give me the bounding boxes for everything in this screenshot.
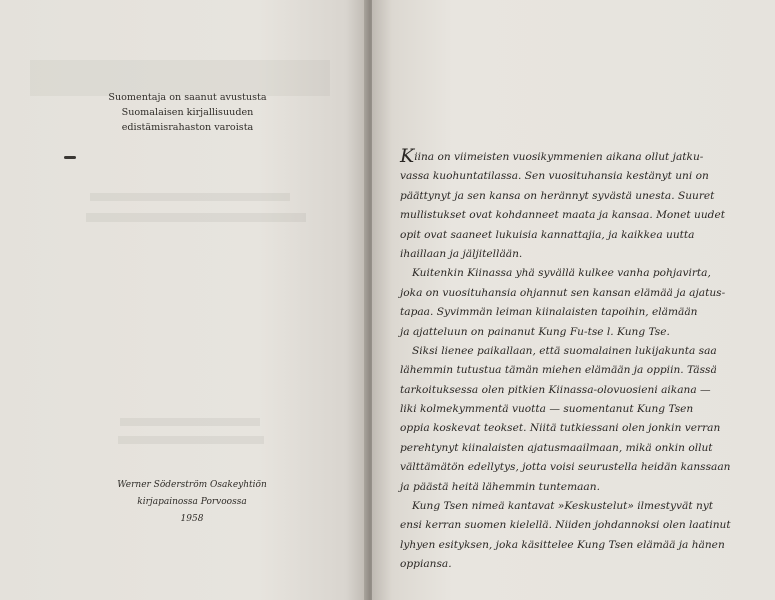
show-through-line	[90, 193, 290, 201]
funding-line: edistämisrahaston varoista	[121, 122, 254, 133]
show-through-line	[86, 213, 306, 222]
text-line: liki kolmekymmentä vuotta — suomentanut Kung Tsen	[400, 403, 694, 416]
text-line: lähemmin tutustua tämän miehen elämään ja oppiin. Tässä	[400, 364, 717, 377]
funding-line: Suomalaisen kirjallisuuden	[121, 107, 254, 118]
show-through-line	[118, 436, 264, 444]
text-line: Kuitenkin Kiinassa yhä syvällä kulkee vanha pohjavirta,	[412, 267, 711, 280]
text-line: perehtynyt kiinalaisten ajatusmaailmaan, mikä onkin ollut	[400, 441, 713, 454]
text-line: tapaa. Syvimmän leiman kiinalaisten tapoihin, elämään	[400, 306, 698, 319]
text-line: vassa kuohuntatilassa. Sen vuosituhansia kestänyt uni on	[400, 170, 709, 183]
show-through-line	[120, 418, 260, 426]
text-line: lyhyen esityksen, joka käsittelee Kung Tsen elämää ja hänen	[400, 538, 725, 551]
text-line: Kung Tsen nimeä kantavat »Keskustelut» ilmestyvät nyt	[412, 500, 714, 513]
colophon-line: kirjapainossa Porvoossa	[137, 497, 247, 507]
text-line-content: iina on viimeisten vuosikymmenien aikana ollut jatku-	[414, 151, 704, 163]
funding-line: Suomentaja on saanut avustusta	[108, 92, 267, 103]
colophon-line: Werner Söderström Osakeyhtiön	[117, 480, 267, 490]
text-line	[400, 145, 745, 167]
ink-mark	[64, 156, 76, 159]
text-line: ensi kerran suomen kielellä. Niiden johdannoksi olen laatinut	[400, 519, 731, 532]
printer-colophon	[86, 477, 298, 528]
text-line: ja ajatteluun on painanut Kung Fu-tse l. Kung Tse.	[400, 325, 670, 338]
colophon-year: 1958	[180, 514, 204, 524]
text-line: opit ovat saaneet lukuisia kannattajia, ja kaikkea uutta	[400, 228, 695, 241]
text-line: mullistukset ovat kohdanneet maata ja kansaa. Monet uudet	[400, 209, 725, 222]
text-line: ihaillaan ja jäljitellään.	[400, 247, 523, 260]
text-line: tarkoituksessa olen pitkien Kiinassa-olovuosieni aikana —	[400, 383, 711, 396]
text-line: välttämätön edellytys, jotta voisi seurustella heidän kanssaan	[400, 461, 731, 474]
funding-note	[95, 90, 280, 135]
preface-text	[400, 145, 745, 575]
left-page	[0, 0, 368, 600]
text-line: päättynyt ja sen kansa on herännyt syvästä unesta. Suuret	[400, 189, 715, 202]
text-line: ja päästä heitä lähemmin tuntemaan.	[400, 480, 600, 493]
text-line: oppiansa.	[400, 558, 452, 571]
text-line: joka on vuosituhansia ohjannut sen kansan elämää ja ajatus-	[400, 286, 726, 299]
text-line: oppia koskevat teokset. Niitä tutkiessani olen jonkin verran	[400, 422, 721, 435]
text-line: Siksi lienee paikallaan, että suomalainen lukijakunta saa	[412, 344, 717, 357]
initial-letter: K	[400, 145, 415, 167]
